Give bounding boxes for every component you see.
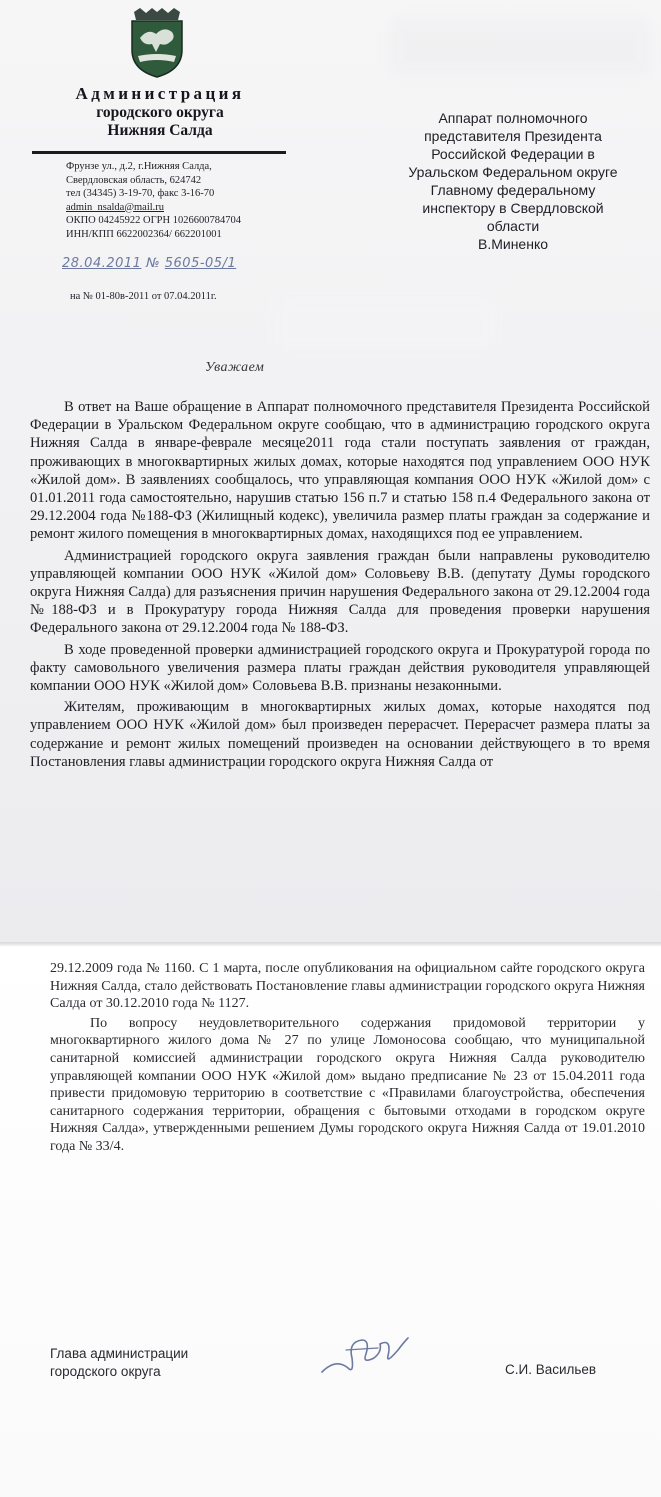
page-join-edge (0, 942, 661, 946)
reg-number: 5605-05/1 (164, 256, 237, 271)
letter-body-page1 (30, 398, 650, 774)
signatory-name: С.И. Васильев (505, 1362, 597, 1377)
redaction-top-right (390, 18, 650, 76)
recipient-block (372, 109, 654, 253)
greeting: Уважаем (205, 360, 265, 375)
reg-no-sign: № (146, 256, 161, 271)
letter-body-page2 (50, 960, 645, 1158)
recipient-name: В.Миненко (477, 236, 549, 252)
reg-date: 28.04.2011 (62, 256, 142, 271)
recipient-line: Уральском Федеральном округе (408, 164, 618, 180)
handwritten-signature-icon (318, 1328, 410, 1380)
org-name-line2: городского округа (96, 104, 224, 121)
recipient-line: Главному федеральному (430, 182, 596, 198)
org-name-line1: Администрация (75, 84, 245, 103)
body-paragraph: По вопросу неудовлетворительного содержания придомовой территории у многоквартирного жилого дома № 27 по улице Ломоносова сообщаю, что муниципальной санитарной комиссией администрации городского округа Нижняя Салда руководителю управляющей компании ООО НУК «Жилой дом» выдано предписание № 23 от 15.04.2011 года привести придомовую территорию в соответствие с «Правилами благоустройства, обеспечения санитарного содержания территории, обращения с бытовыми отходами в городском округе Нижняя Салда», утвержденными решением Думы городского округа Нижняя Салда от 19.01.2010 года № 33/4. (50, 1015, 645, 1154)
registration-number (62, 256, 236, 271)
org-name-block (30, 84, 290, 140)
redaction-greeting (275, 300, 495, 350)
reference-line: на № 01-80в-2011 от 07.04.2011г. (70, 291, 217, 302)
body-paragraph: В ответ на Ваше обращение в Аппарат полномочного представителя Президента Российской Федерации в Уральском Федеральном округе сообщаю, что в администрацию городского округа Нижняя Салда в январе-феврале месяце2011 года стали поступать заявления от граждан, проживающих в многоквартирных жилых домах, которые находятся под управлением ООО НУК «Жилой дом». В заявлениях сообщалось, что управляющая компания ООО НУК «Жилой дом» с 01.01.2011 года самостоятельно, нарушив статью 156 п.7 и статью 158 п.4 Федерального закона от 29.12.2004 года №188-ФЗ (Жилищный кодекс), увеличила размер платы граждан за содержание и ремонт жилого помещения в многоквартирных домах, находящихся под ее управлением. (30, 399, 650, 543)
recipient-line: Российской Федерации в (431, 146, 595, 162)
body-paragraph: 29.12.2009 года № 1160. С 1 марта, после опубликования на официальном сайте городского округа Нижняя Салда, стало действовать Постановление главы администрации городского округа Нижняя Салда от 30.12.2010 года № 1127. (50, 961, 645, 1012)
recipient-line: области (486, 218, 540, 234)
signatory-title-line1: Глава администрации (50, 1346, 189, 1361)
inn-line: ИНН/КПП 6622002364/ 662201001 (66, 228, 222, 240)
body-paragraph: Жителям, проживающим в многоквартирных жилых домах, которые находятся под управлением ООО НУК «Жилой дом» был произведен перерасчет. Перерасчет размера платы за содержание и ремонт жилых помещений произведен на основании действующего в то время Постановления главы администрации городского округа Нижняя Салда от (30, 699, 650, 770)
phone-line: тел (34345) 3-19-70, факс 3-16-70 (66, 188, 215, 199)
recipient-line: Аппарат полномочного (438, 110, 588, 126)
letterhead-divider (32, 151, 286, 154)
coat-of-arms-icon (126, 8, 188, 78)
address-line: Фрунзе ул., д.2, г.Нижняя Салда, (66, 161, 212, 172)
okpo-line: ОКПО 04245922 ОГРН 1026600784704 (66, 215, 241, 226)
org-name-line3: Нижняя Салда (107, 122, 213, 139)
recipient-line: представителя Президента (424, 128, 602, 144)
address-line: Свердловская область, 624742 (66, 174, 202, 186)
email-link[interactable]: admin_nsalda@mail.ru (66, 201, 165, 213)
address-block (66, 160, 266, 241)
signatory-title (50, 1345, 188, 1381)
body-paragraph: Администрацией городского округа заявления граждан были направлены руководителю управляющей компании ООО НУК «Жилой дом» Соловьеву В.В. (депутату Думы городского округа Нижняя Салда) для разъяснения причин нарушения Федерального закона от 29.12.2004 года №188-ФЗ и в Прокуратуру города Нижняя Салда для проведения проверки нарушения Федерального закона от 29.12.2004 года № 188-ФЗ. (30, 547, 650, 637)
body-paragraph: В ходе проведенной проверки администрацией городского округа и Прокуратурой города по факту самовольного увеличения размера платы граждан действия руководителя управляющей компании ООО НУК «Жилой дом» Соловьева В.В. признаны незаконными. (30, 641, 650, 695)
recipient-line: инспектору в Свердловской (422, 200, 604, 216)
signatory-title-line2: городского округа (50, 1364, 161, 1379)
